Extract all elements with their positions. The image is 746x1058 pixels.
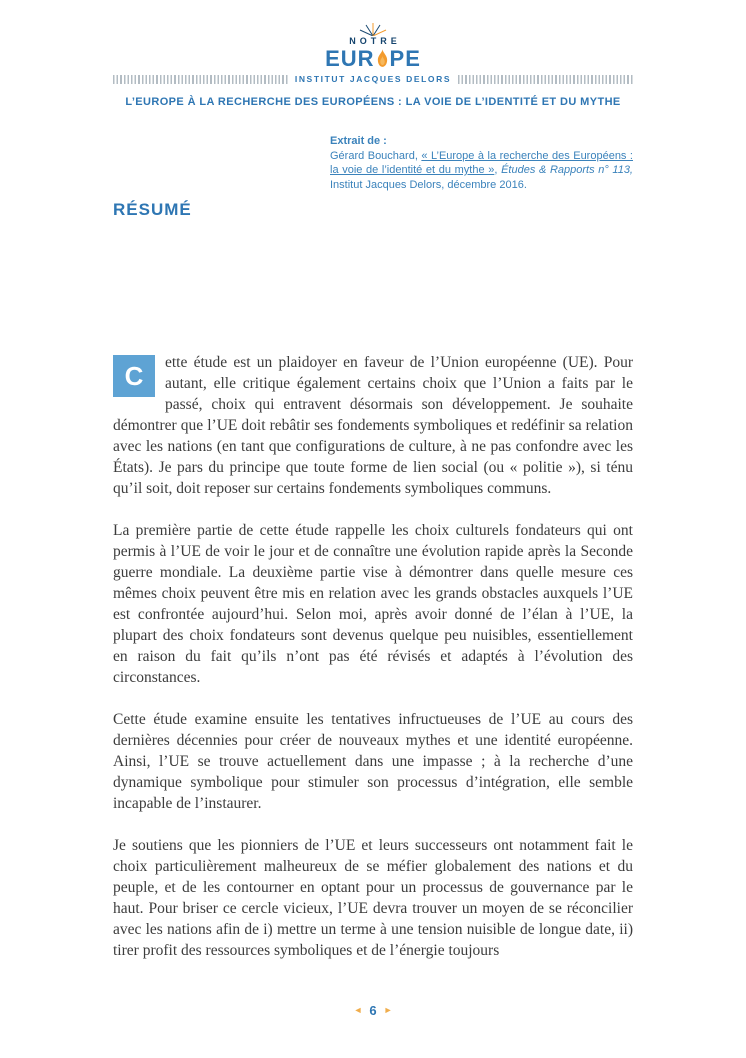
logo-europe-post: PE (389, 46, 421, 71)
stripe-left (113, 75, 288, 84)
citation-author: Gérard Bouchard, (330, 149, 422, 162)
citation-link[interactable]: « L’Europe à la recherche des Européens : la voie de l’identité et du mythe » (330, 149, 633, 176)
logo-notre-text: NOTRE (349, 36, 401, 46)
logo-europe-text (325, 47, 421, 71)
flame-icon (376, 49, 389, 68)
paragraph-3: Cette étude examine ensuite les tentatives infructueuses de l’UE au cours des dernières décennies pour créer de nouveaux mythes et une identité européenne. Ainsi, l’UE se trouve actuellement dans une impasse ; à la recherche d’une dynamique symbolique pour stimuler son processus d’intégration, elle semble incapable de l’instaurer. (113, 711, 633, 812)
citation-separator: , (494, 164, 502, 176)
citation-tail: Institut Jacques Delors, décembre 2016. (330, 178, 527, 191)
section-title-resume: RÉSUMÉ (113, 200, 192, 219)
masthead (0, 0, 746, 108)
page-footer (0, 1002, 746, 1020)
arrow-right-icon: ► (383, 1005, 393, 1015)
citation-journal: Études & Rapports n° 113, (501, 164, 633, 176)
citation-block (330, 134, 633, 192)
logo-rays-icon (355, 23, 391, 36)
citation-label: Extrait de : (330, 135, 387, 147)
arrow-left-icon: ◄ (353, 1005, 363, 1015)
citation-text (330, 149, 633, 193)
paragraph-4: Je soutiens que les pionniers de l’UE et leurs successeurs ont notamment fait le choix particulièrement malheureux de se méfier globalement des nations et du peuple, et de les contourner en optant pour un processus de gouvernance par le haut. Pour briser ce cercle vicieux, l’UE devra trouver un moyen de se réconcilier avec les nations afin de i) mettre un terme à une tension nuisible de longue date, ii) tirer profit des ressources symboliques et de l’énergie toujours (113, 837, 633, 959)
page-number: 6 (369, 1003, 377, 1018)
stripe-right (458, 75, 633, 84)
paragraph-1 (113, 352, 633, 499)
logo-subtitle: INSTITUT JACQUES DELORS (294, 74, 452, 84)
divider-stripes (113, 74, 633, 84)
logo-europe-pre: EUR (325, 46, 375, 71)
paragraph-1-text: ette étude est un plaidoyer en faveur de l’Union européenne (UE). Pour autant, elle critique également certains choix que l’Union a faits par le passé, choix qui entravent désormais son développement. Je souhaite démontrer que l’UE doit rebâtir ses fondements symboliques et redéfinir sa relation avec les nations (en tant que configurations de culture, à ne pas confondre avec les États). Je pars du principe que toute forme de lien social (ou « politie »), si ténu qu’il soit, doit reposer sur certains fondements symboliques communs. (113, 354, 633, 497)
notre-europe-logo (325, 24, 421, 71)
document-title: L’EUROPE À LA RECHERCHE DES EUROPÉENS : LA VOIE DE L’IDENTITÉ ET DU MYTHE (125, 96, 621, 108)
dropcap: C (113, 355, 155, 397)
body-text (113, 352, 633, 961)
paragraph-2: La première partie de cette étude rappelle les choix culturels fondateurs qui ont permis à l’UE de voir le jour et de connaître une évolution rapide après la Seconde guerre mondiale. La deuxième partie vise à démontrer dans quelle mesure ces mêmes choix peuvent être mis en relation avec les grands obstacles auxquels l’UE est confrontée aujourd’hui. Selon moi, après avoir donné de l’élan à l’UE, la plupart des choix fondateurs sont devenus quelque peu nuisibles, essentiellement en raison du fait qu’ils n’ont pas été révisés et adaptés à l’évolution des circonstances. (113, 522, 633, 686)
